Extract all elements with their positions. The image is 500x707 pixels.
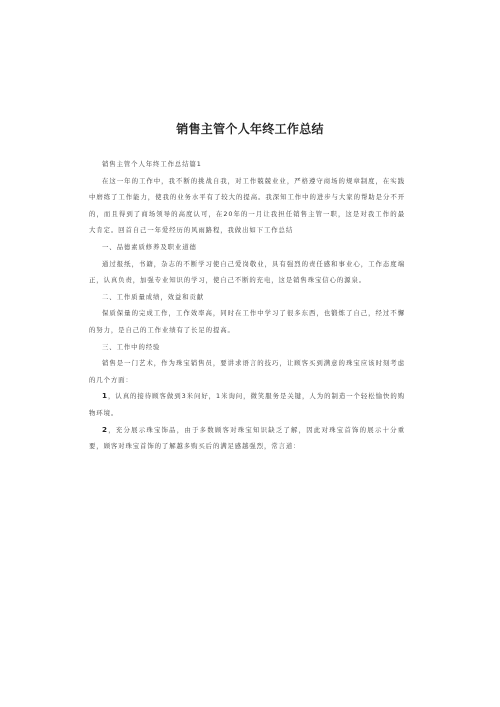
item-number: 1 <box>102 391 108 401</box>
item-text: ，充分展示珠宝饰品，由于多数顾客对珠宝知识缺乏了解，因此对珠宝首饰的展示十分重要，顾客对珠宝首饰的了解越多购买后的满足感越强烈，常言道： <box>89 425 405 451</box>
numbered-item-2 <box>89 422 405 455</box>
document-title: 销售主管个人年终工作总结 <box>176 122 324 136</box>
paragraph-subtitle: 销售主管个人年终工作总结篇1 <box>102 160 202 168</box>
numbered-item-1 <box>89 388 405 421</box>
section-heading-2: 二、工作质量成绩，效益和贡献 <box>102 292 205 301</box>
paragraph-section-2: 保质保量的完成工作，工作效率高，同时在工作中学习了很多东西，也锻炼了自己，经过不懈的努力，是自己的工作业绩有了长足的提高。 <box>89 309 405 334</box>
paragraph-intro: 在这一年的工作中，我不断的挑战自我，对工作兢兢业业，严格遵守商场的规章制度，在实践中磨练了工作能力，使我的业务水平有了较大的提高。我深知工作中的进步与大家的帮助是分不开的，而且得到了商场领导的高度认可，在20年的一月让我担任销售主管一职，这是对我工作的最大肯定。回首自己一年爱经历的风雨路程，我做出如下工作总结 <box>89 176 405 235</box>
paragraph-section-3: 销售是一门艺术，作为珠宝销售员，要讲求语言的技巧，让顾客买到满意的珠宝应该时刻考虑的几个方面： <box>89 359 405 384</box>
section-heading-1: 一、品德素质修养及职业道德 <box>102 242 197 251</box>
document-body <box>89 156 405 455</box>
item-number: 2 <box>102 424 108 434</box>
section-heading-3: 三、工作中的经验 <box>102 342 161 351</box>
paragraph-section-1: 通过报纸，书籍，杂志的不断学习使自己爱岗敬业，具有强烈的责任感和事业心，工作态度端正，认真负责，加强专业知识的学习，使自己不断的充电，这是销售珠宝信心的源泉。 <box>89 259 405 285</box>
item-text: ，认真的接待顾客做到3米问好，1米询问，微笑服务是关键，人为的制造一个轻松愉快的购物环境。 <box>89 392 405 417</box>
